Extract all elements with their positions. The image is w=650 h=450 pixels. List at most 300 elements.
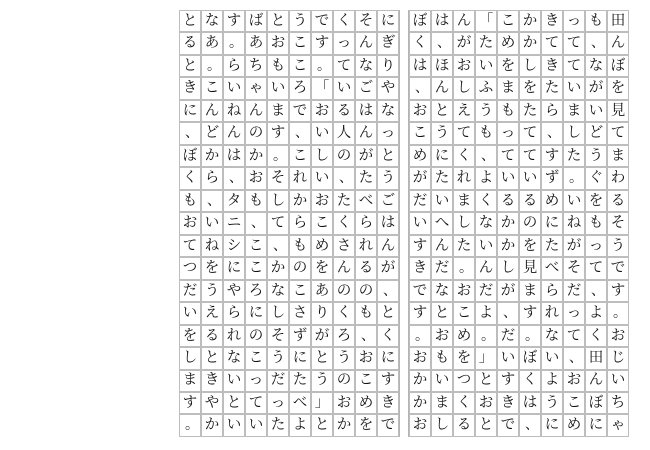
grid-cell: う	[585, 145, 607, 167]
grid-cell: か	[497, 212, 519, 234]
grid-cell: し	[453, 77, 475, 99]
grid-cell: う	[333, 347, 355, 369]
grid-cell: お	[311, 100, 333, 122]
grid-cell: 」	[475, 347, 497, 369]
grid-cell: ん	[223, 122, 245, 144]
grid-cell: ろ	[333, 325, 355, 347]
grid-cell: に	[585, 414, 607, 436]
grid-cell: を	[179, 325, 201, 347]
grid-cell: こ	[289, 55, 311, 77]
grid-cell: て	[333, 55, 355, 77]
text-column	[541, 10, 563, 437]
grid-cell: が	[497, 280, 519, 302]
grid-cell: う	[267, 347, 289, 369]
grid-cell: が	[311, 325, 333, 347]
grid-cell: く	[519, 370, 541, 392]
grid-cell: 。	[563, 167, 585, 189]
grid-cell: す	[519, 302, 541, 324]
grid-cell: こ	[563, 392, 585, 414]
grid-cell: 、	[201, 190, 223, 212]
grid-cell: ね	[201, 235, 223, 257]
grid-cell: こ	[355, 370, 377, 392]
grid-cell: と	[179, 10, 201, 32]
text-column	[453, 10, 475, 437]
grid-cell: は	[223, 145, 245, 167]
grid-cell: す	[179, 392, 201, 414]
text-column	[377, 10, 399, 437]
grid-cell: っ	[267, 392, 289, 414]
grid-cell: は	[519, 392, 541, 414]
grid-cell: ど	[201, 122, 223, 144]
grid-cell: に	[223, 257, 245, 279]
grid-cell: ら	[201, 167, 223, 189]
grid-cell: 、	[409, 77, 431, 99]
grid-cell: っ	[563, 10, 585, 32]
grid-cell: る	[333, 100, 355, 122]
grid-cell: ん	[201, 100, 223, 122]
grid-cell: 、	[289, 122, 311, 144]
grid-cell: て	[585, 257, 607, 279]
grid-cell: い	[223, 77, 245, 99]
grid-cell: し	[179, 347, 201, 369]
grid-cell: れ	[355, 235, 377, 257]
grid-cell: を	[519, 77, 541, 99]
grid-cell: も	[267, 55, 289, 77]
grid-cell: だ	[409, 190, 431, 212]
grid-cell: く	[453, 145, 475, 167]
grid-cell: も	[431, 347, 453, 369]
grid-cell: と	[431, 100, 453, 122]
grid-cell: も	[355, 302, 377, 324]
grid-cell: う	[377, 167, 399, 189]
grid-cell: ず	[289, 325, 311, 347]
grid-cell: か	[289, 190, 311, 212]
grid-cell: う	[201, 280, 223, 302]
grid-cell: ぼ	[179, 145, 201, 167]
grid-cell: て	[497, 145, 519, 167]
grid-cell: を	[519, 235, 541, 257]
grid-cell: 。	[519, 325, 541, 347]
grid-cell: い	[475, 55, 497, 77]
grid-cell: ん	[377, 235, 399, 257]
grid-cell: て	[453, 122, 475, 144]
grid-cell: が	[355, 145, 377, 167]
grid-cell: こ	[245, 347, 267, 369]
grid-cell: を	[311, 257, 333, 279]
text-column	[585, 10, 607, 437]
grid-cell: い	[497, 347, 519, 369]
grid-cell: た	[541, 77, 563, 99]
grid-cell: う	[431, 122, 453, 144]
grid-cell: す	[223, 10, 245, 32]
grid-cell: 、	[431, 32, 453, 54]
grid-cell: う	[289, 10, 311, 32]
grid-cell: ち	[245, 55, 267, 77]
grid-cell: 。	[475, 325, 497, 347]
grid-cell: う	[475, 100, 497, 122]
grid-cell: い	[563, 190, 585, 212]
grid-cell: か	[201, 145, 223, 167]
grid-cell: つ	[179, 257, 201, 279]
grid-cell: ん	[355, 122, 377, 144]
grid-cell: す	[607, 280, 629, 302]
grid-cell: よ	[475, 302, 497, 324]
grid-cell: こ	[289, 32, 311, 54]
grid-cell: で	[497, 414, 519, 436]
grid-cell: ゃ	[245, 77, 267, 99]
grid-cell: え	[453, 100, 475, 122]
grid-cell: 。	[607, 302, 629, 324]
grid-cell: か	[245, 145, 267, 167]
grid-cell: 、	[585, 280, 607, 302]
grid-cell: も	[497, 100, 519, 122]
grid-cell: う	[311, 370, 333, 392]
grid-cell: か	[409, 392, 431, 414]
grid-cell: え	[201, 302, 223, 324]
grid-cell: ふ	[475, 77, 497, 99]
grid-cell: は	[409, 55, 431, 77]
grid-cell: 、	[245, 212, 267, 234]
grid-cell: こ	[409, 122, 431, 144]
grid-cell: こ	[245, 257, 267, 279]
grid-cell: ま	[453, 190, 475, 212]
grid-cell: お	[267, 32, 289, 54]
grid-cell: に	[245, 302, 267, 324]
grid-cell: 、	[377, 280, 399, 302]
grid-cell: こ	[311, 212, 333, 234]
grid-cell: だ	[475, 280, 497, 302]
grid-cell: が	[409, 167, 431, 189]
grid-cell: り	[377, 55, 399, 77]
grid-cell: お	[333, 392, 355, 414]
grid-cell: い	[431, 190, 453, 212]
grid-cell: き	[541, 10, 563, 32]
text-column	[409, 10, 431, 437]
grid-cell: に	[289, 347, 311, 369]
grid-cell: て	[519, 145, 541, 167]
grid-cell: じ	[607, 347, 629, 369]
grid-cell: つ	[453, 370, 475, 392]
grid-cell: り	[311, 302, 333, 324]
grid-cell: の	[355, 280, 377, 302]
grid-cell: て	[267, 212, 289, 234]
grid-cell: め	[541, 190, 563, 212]
grid-cell: も	[585, 10, 607, 32]
grid-cell: か	[333, 414, 355, 436]
grid-cell: ま	[519, 280, 541, 302]
grid-cell: 「	[311, 77, 333, 99]
grid-cell: た	[541, 235, 563, 257]
grid-cell: ま	[563, 100, 585, 122]
grid-cell: ほ	[431, 55, 453, 77]
grid-cell: ま	[607, 145, 629, 167]
grid-cell: っ	[377, 122, 399, 144]
grid-cell: は	[431, 10, 453, 32]
grid-cell: る	[179, 32, 201, 54]
grid-cell: く	[179, 167, 201, 189]
grid-cell: こ	[289, 280, 311, 302]
text-column	[607, 10, 629, 437]
grid-cell: ば	[245, 10, 267, 32]
grid-cell: 。	[453, 257, 475, 279]
grid-cell: き	[497, 392, 519, 414]
grid-cell: ん	[607, 32, 629, 54]
grid-cell: で	[377, 414, 399, 436]
grid-cell: う	[607, 235, 629, 257]
text-column	[333, 10, 355, 437]
grid-cell: ら	[223, 302, 245, 324]
grid-cell: あ	[245, 32, 267, 54]
grid-cell: ん	[475, 257, 497, 279]
grid-cell: る	[453, 414, 475, 436]
grid-cell: と	[223, 392, 245, 414]
grid-cell: こ	[453, 302, 475, 324]
grid-cell: 、	[179, 122, 201, 144]
grid-cell: し	[267, 302, 289, 324]
grid-cell: 田	[607, 10, 629, 32]
grid-cell: 見	[607, 100, 629, 122]
grid-cell: の	[333, 370, 355, 392]
grid-cell: い	[223, 370, 245, 392]
grid-cell: き	[409, 257, 431, 279]
grid-cell: い	[585, 100, 607, 122]
grid-cell: た	[563, 145, 585, 167]
grid-cell: 、	[497, 302, 519, 324]
grid-cell: は	[377, 212, 399, 234]
grid-cell: や	[377, 77, 399, 99]
grid-cell: で	[607, 257, 629, 279]
grid-cell: で	[311, 10, 333, 32]
grid-cell: ゃ	[607, 414, 629, 436]
grid-cell: る	[201, 325, 223, 347]
grid-cell: そ	[355, 10, 377, 32]
grid-cell: す	[409, 302, 431, 324]
grid-cell: す	[541, 145, 563, 167]
grid-cell: い	[563, 77, 585, 99]
grid-cell: ん	[333, 257, 355, 279]
grid-cell: て	[179, 235, 201, 257]
grid-cell: お	[563, 370, 585, 392]
grid-cell: め	[563, 414, 585, 436]
grid-cell: お	[409, 414, 431, 436]
grid-cell: 。	[267, 145, 289, 167]
grid-cell: い	[541, 347, 563, 369]
grid-cell: ま	[179, 370, 201, 392]
grid-cell: に	[377, 10, 399, 32]
grid-cell: い	[267, 77, 289, 99]
grid-cell: べ	[289, 392, 311, 414]
grid-cell: て	[563, 325, 585, 347]
grid-cell: ご	[355, 77, 377, 99]
grid-cell: た	[355, 167, 377, 189]
grid-cell: め	[355, 392, 377, 414]
grid-cell: へ	[431, 212, 453, 234]
grid-cell: も	[245, 190, 267, 212]
grid-cell: お	[245, 167, 267, 189]
grid-cell: に	[179, 100, 201, 122]
grid-cell: れ	[223, 325, 245, 347]
grid-cell: ろ	[245, 280, 267, 302]
grid-cell: い	[431, 370, 453, 392]
grid-cell: に	[541, 212, 563, 234]
grid-cell: と	[201, 347, 223, 369]
grid-cell: か	[519, 10, 541, 32]
grid-cell: な	[267, 280, 289, 302]
grid-cell: く	[333, 10, 355, 32]
grid-cell: 、	[585, 32, 607, 54]
grid-cell: ね	[563, 212, 585, 234]
grid-cell: な	[355, 55, 377, 77]
grid-cell: く	[585, 325, 607, 347]
grid-cell: ま	[431, 392, 453, 414]
grid-cell: の	[245, 325, 267, 347]
grid-cell: す	[377, 370, 399, 392]
grid-cell: る	[355, 257, 377, 279]
grid-cell: も	[289, 235, 311, 257]
grid-cell: と	[377, 145, 399, 167]
grid-cell: す	[267, 122, 289, 144]
grid-cell: ん	[431, 77, 453, 99]
grid-cell: た	[519, 100, 541, 122]
grid-cell: の	[289, 257, 311, 279]
grid-cell: を	[585, 190, 607, 212]
grid-cell: ぼ	[585, 392, 607, 414]
grid-cell: ん	[431, 235, 453, 257]
grid-cell: す	[409, 235, 431, 257]
grid-cell: よ	[475, 167, 497, 189]
grid-cell: ぼ	[607, 55, 629, 77]
grid-cell: ん	[585, 370, 607, 392]
text-column	[267, 10, 289, 437]
grid-cell: た	[333, 190, 355, 212]
grid-cell: し	[497, 257, 519, 279]
grid-cell: が	[563, 235, 585, 257]
text-column	[475, 10, 497, 437]
grid-cell: に	[541, 414, 563, 436]
grid-cell: し	[267, 190, 289, 212]
grid-cell: は	[355, 100, 377, 122]
grid-cell: だ	[497, 325, 519, 347]
grid-cell: か	[267, 257, 289, 279]
grid-cell: し	[519, 55, 541, 77]
grid-cell: ん	[245, 100, 267, 122]
grid-cell: ん	[453, 10, 475, 32]
grid-cell: も	[585, 212, 607, 234]
grid-cell: 、	[267, 235, 289, 257]
grid-cell: だ	[431, 257, 453, 279]
grid-cell: い	[223, 414, 245, 436]
grid-cell: き	[201, 370, 223, 392]
grid-cell: あ	[311, 280, 333, 302]
grid-cell: を	[453, 347, 475, 369]
grid-cell: と	[311, 347, 333, 369]
grid-cell: ん	[355, 32, 377, 54]
grid-cell: ぼ	[519, 347, 541, 369]
grid-cell: て	[519, 122, 541, 144]
grid-cell: わ	[607, 167, 629, 189]
grid-cell: い	[179, 302, 201, 324]
grid-cell: お	[453, 55, 475, 77]
grid-cell: お	[453, 280, 475, 302]
grid-cell: 。	[201, 55, 223, 77]
grid-cell: し	[311, 145, 333, 167]
grid-cell: シ	[223, 235, 245, 257]
grid-cell: か	[201, 414, 223, 436]
grid-cell: て	[563, 32, 585, 54]
grid-cell: お	[179, 212, 201, 234]
grid-cell: 、	[519, 414, 541, 436]
grid-cell: な	[223, 347, 245, 369]
grid-cell: や	[223, 280, 245, 302]
text-column	[179, 10, 201, 437]
grid-cell: こ	[289, 145, 311, 167]
grid-cell: 、	[563, 347, 585, 369]
grid-cell: た	[453, 235, 475, 257]
grid-cell: な	[201, 10, 223, 32]
grid-cell: ろ	[289, 77, 311, 99]
grid-cell: で	[409, 280, 431, 302]
grid-cell: ず	[541, 167, 563, 189]
grid-cell: そ	[563, 257, 585, 279]
grid-cell: や	[201, 392, 223, 414]
grid-cell: お	[409, 347, 431, 369]
grid-cell: を	[201, 257, 223, 279]
grid-cell: て	[563, 55, 585, 77]
grid-cell: と	[267, 10, 289, 32]
text-column	[431, 10, 453, 437]
grid-cell: か	[497, 235, 519, 257]
grid-cell: な	[475, 212, 497, 234]
grid-cell: き	[377, 392, 399, 414]
grid-cell: く	[333, 302, 355, 324]
grid-cell: く	[409, 32, 431, 54]
grid-cell: ま	[267, 100, 289, 122]
grid-cell: め	[409, 145, 431, 167]
grid-cell: べ	[541, 257, 563, 279]
grid-cell: が	[377, 257, 399, 279]
grid-cell: に	[377, 347, 399, 369]
grid-cell: ら	[541, 280, 563, 302]
grid-cell: お	[431, 325, 453, 347]
text-column	[497, 10, 519, 437]
grid-cell: も	[475, 122, 497, 144]
grid-cell: あ	[201, 32, 223, 54]
grid-cell: れ	[289, 167, 311, 189]
grid-cell: と	[179, 55, 201, 77]
grid-cell: を	[497, 55, 519, 77]
grid-cell: と	[311, 414, 333, 436]
grid-cell: い	[519, 167, 541, 189]
grid-cell: る	[607, 190, 629, 212]
grid-cell: た	[289, 370, 311, 392]
grid-cell: の	[519, 212, 541, 234]
grid-cell: い	[409, 212, 431, 234]
text-column	[311, 10, 333, 437]
grid-cell: っ	[563, 302, 585, 324]
grid-cell: っ	[245, 370, 267, 392]
grid-cell: と	[377, 302, 399, 324]
grid-cell: て	[541, 32, 563, 54]
grid-cell: て	[245, 392, 267, 414]
grid-cell: く	[333, 212, 355, 234]
grid-cell: め	[453, 325, 475, 347]
grid-cell: ま	[497, 77, 519, 99]
grid-cell: か	[519, 32, 541, 54]
grid-cell: た	[475, 32, 497, 54]
grid-cell: だ	[267, 370, 289, 392]
grid-cell: 見	[519, 257, 541, 279]
grid-cell: な	[541, 325, 563, 347]
